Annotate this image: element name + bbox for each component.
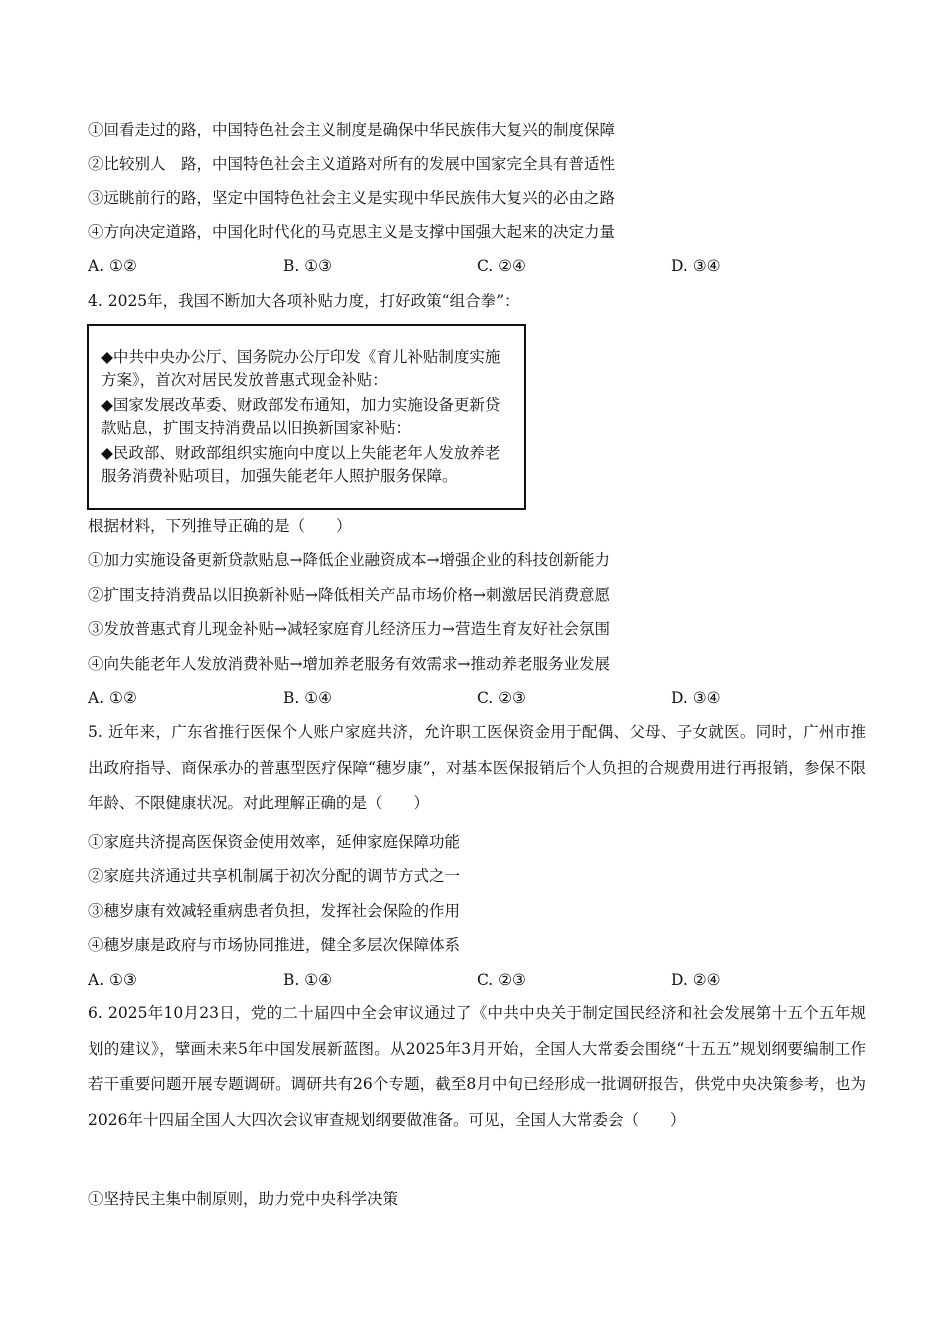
q5-option-c: C. ②③ xyxy=(477,971,526,989)
q3-option-d: D. ③④ xyxy=(671,257,721,275)
q3-statement-4: ④方向决定道路，中国化时代化的马克思主义是支撑中国强大起来的决定力量 xyxy=(88,223,616,241)
q4-option-b: B. ①④ xyxy=(283,689,333,707)
q5-option-b: B. ①④ xyxy=(283,971,333,989)
q4-statement-4: ④向失能老年人发放消费补贴→增加养老服务有效需求→推动养老服务业发展 xyxy=(88,655,610,673)
q3-option-b: B. ①③ xyxy=(283,257,333,275)
q4-material-box xyxy=(87,324,526,510)
q4-options xyxy=(88,688,868,708)
q3-option-a: A. ①② xyxy=(88,257,137,275)
q4-material-item-2: ◆国家发展改革委、财政部发布通知，加力实施设备更新贷款贴息，扩围支持消费品以旧换新国家补贴： xyxy=(101,396,501,437)
q4-material-item-1: ◆中共中央办公厅、国务院办公厅印发《育儿补贴制度实施方案》，首次对居民发放普惠式现金补贴： xyxy=(101,348,501,389)
q3-statement-1: ①回看走过的路，中国特色社会主义制度是确保中华民族伟大复兴的制度保障 xyxy=(88,121,616,139)
q4-option-c: C. ②③ xyxy=(477,689,526,707)
q4-statement-1: ①加力实施设备更新贷款贴息→降低企业融资成本→增强企业的科技创新能力 xyxy=(88,551,610,569)
q5-option-a: A. ①③ xyxy=(88,971,137,989)
q4-material-item-3: ◆民政部、财政部组织实施向中度以上失能老年人发放养老服务消费补贴项目，加强失能老年人照护服务保障。 xyxy=(101,444,501,485)
q5-statement-4: ④穗岁康是政府与市场协同推进，健全多层次保障体系 xyxy=(88,936,461,954)
q3-statement-3: ③远眺前行的路，坚定中国特色社会主义是实现中华民族伟大复兴的必由之路 xyxy=(88,189,616,207)
q5-stem: 5. 近年来，广东省推行医保个人账户家庭共济，允许职工医保资金用于配偶、父母、子女就医。同时，广州市推出政府指导、商保承办的普惠型医疗保障“穗岁康”，对基本医保报销后个人负担的合规费用进行再报销，参保不限年龄、不限健康状况。对此理解正确的是（ ） xyxy=(88,723,866,812)
q4-option-d: D. ③④ xyxy=(671,689,721,707)
q3-statement-2: ②比较别人 路，中国特色社会主义道路对所有的发展中国家完全具有普适性 xyxy=(88,155,616,173)
q4-statement-2: ②扩围支持消费品以旧换新补贴→降低相关产品市场价格→刺激居民消费意愿 xyxy=(88,586,610,604)
q5-options xyxy=(88,970,868,990)
q5-statement-2: ②家庭共济通过共享机制属于初次分配的调节方式之一 xyxy=(88,867,461,885)
q3-options xyxy=(88,256,868,276)
q4-statement-3: ③发放普惠式育儿现金补贴→减轻家庭育儿经济压力→营造生育友好社会氛围 xyxy=(88,620,610,638)
q4-stem: 4. 2025年，我国不断加大各项补贴力度，打好政策“组合拳”： xyxy=(88,292,520,310)
q4-question: 根据材料，下列推导正确的是（ ） xyxy=(88,517,352,535)
q6-stem: 6. 2025年10月23日，党的二十届四中全会审议通过了《中共中央关于制定国民经济和社会发展第十五个五年规划的建议》，擘画未来5年中国发展新蓝图。从2025年3月开始，全国人大常委会围绕“十五五”规划纲要编制工作若干重要问题开展专题调研。调研共有26个专题，截至8月中旬已经形成一批调研报告，供党中央决策参考，也为2026年十四届全国人大四次会议审查规划纲要做准备。可见，全国人大常委会（ ） xyxy=(88,1004,866,1129)
q5-statement-3: ③穗岁康有效减轻重病患者负担，发挥社会保险的作用 xyxy=(88,902,461,920)
q4-option-a: A. ①② xyxy=(88,689,137,707)
q6-statement-1: ①坚持民主集中制原则，助力党中央科学决策 xyxy=(88,1190,399,1208)
q5-statement-1: ①家庭共济提高医保资金使用效率，延伸家庭保障功能 xyxy=(88,833,461,851)
q3-option-c: C. ②④ xyxy=(477,257,526,275)
q5-option-d: D. ②④ xyxy=(671,971,721,989)
